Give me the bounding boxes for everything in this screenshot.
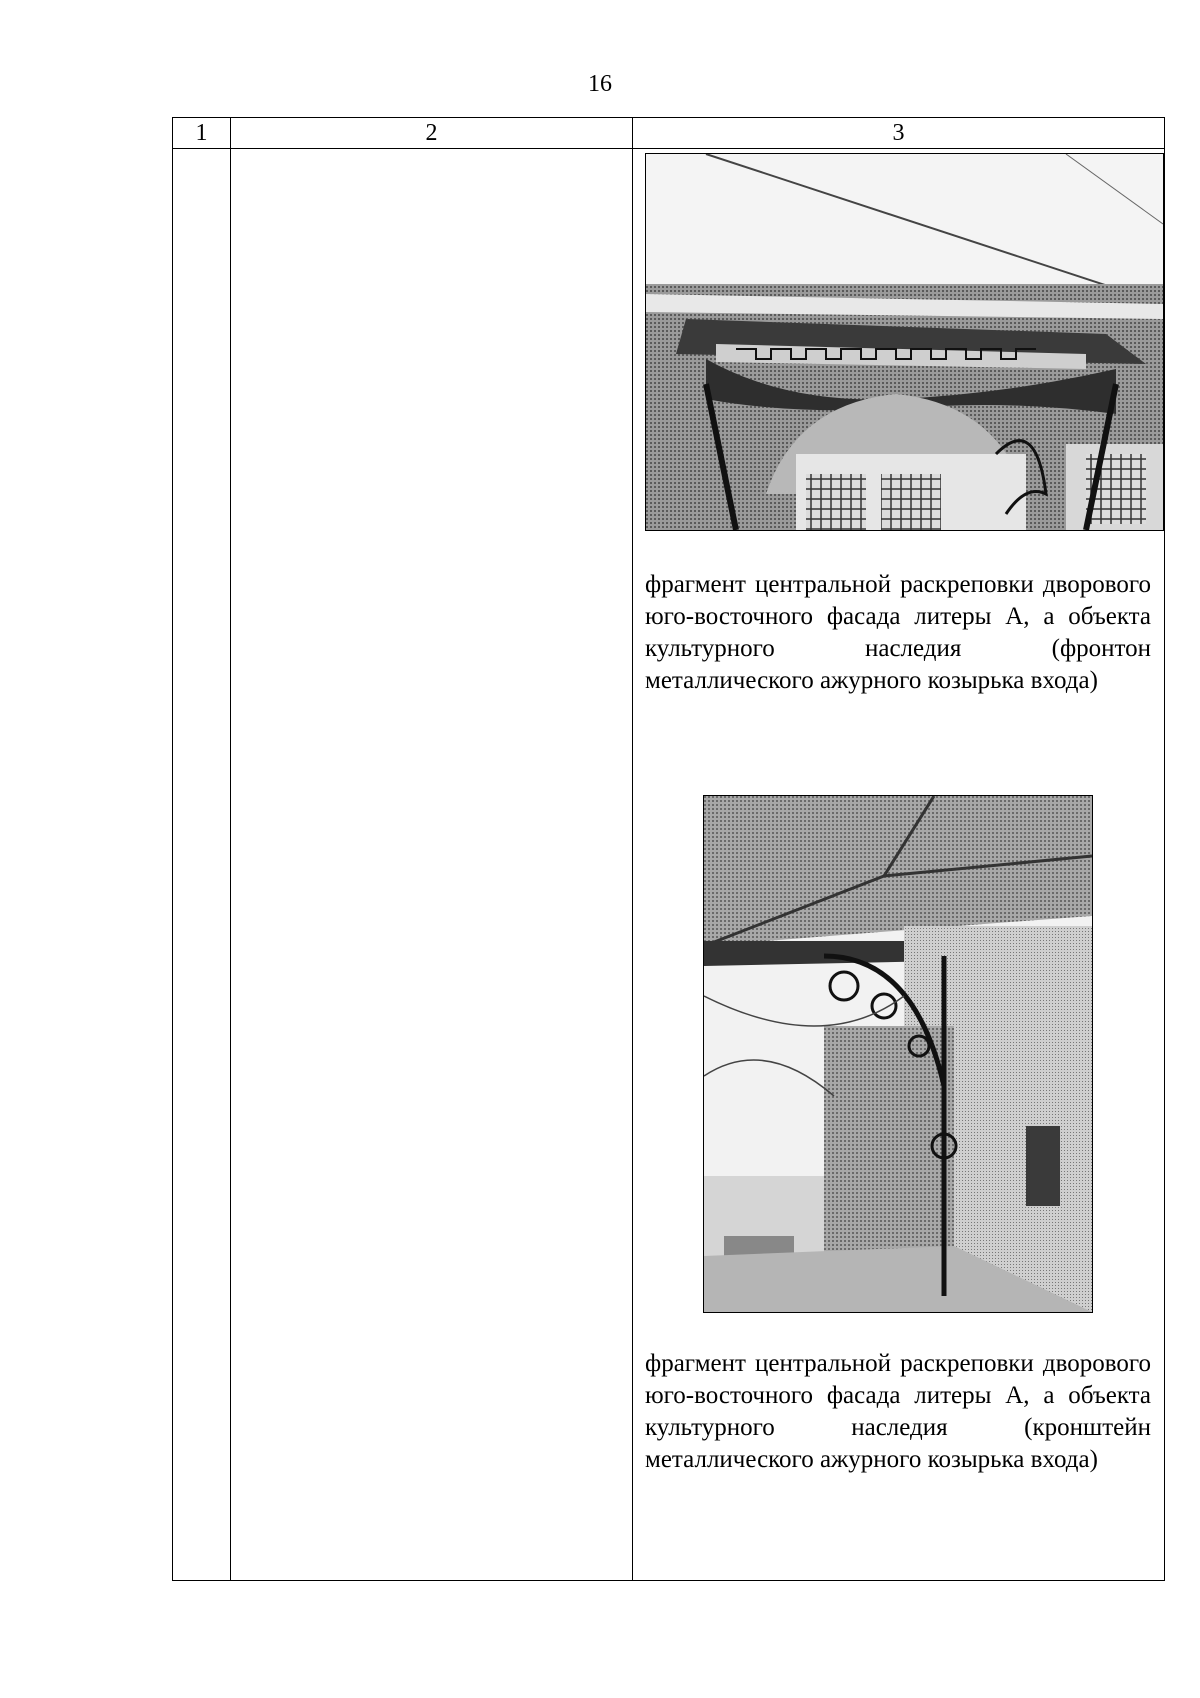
iron-canopy-bracket-photo-icon	[704, 796, 1092, 1312]
cell-col-3	[633, 149, 1165, 1581]
cell-col-2	[231, 149, 633, 1581]
page-number: 16	[588, 71, 612, 97]
photo-caption: фрагмент центральной раскреповки дворового юго-восточного фасада литеры А, а объекта культурного наследия (фронтон металлического ажурного козырька входа)	[645, 571, 1151, 694]
header-col-1: 1	[173, 118, 231, 149]
canopy-bracket-photo	[703, 795, 1093, 1313]
canopy-pediment-photo	[645, 153, 1164, 531]
header-col-2: 2	[231, 118, 633, 149]
cell-col-1	[173, 149, 231, 1581]
photo-caption: фрагмент центральной раскреповки дворового юго-восточного фасада литеры А, а объекта культурного наследия (кронштейн металлического ажурного козырька входа)	[645, 1350, 1151, 1473]
table-header-row	[173, 118, 1165, 149]
table-row	[173, 149, 1165, 1581]
header-col-3: 3	[633, 118, 1165, 149]
iron-canopy-pediment-photo-icon	[646, 154, 1163, 530]
document-table	[172, 117, 1165, 1581]
